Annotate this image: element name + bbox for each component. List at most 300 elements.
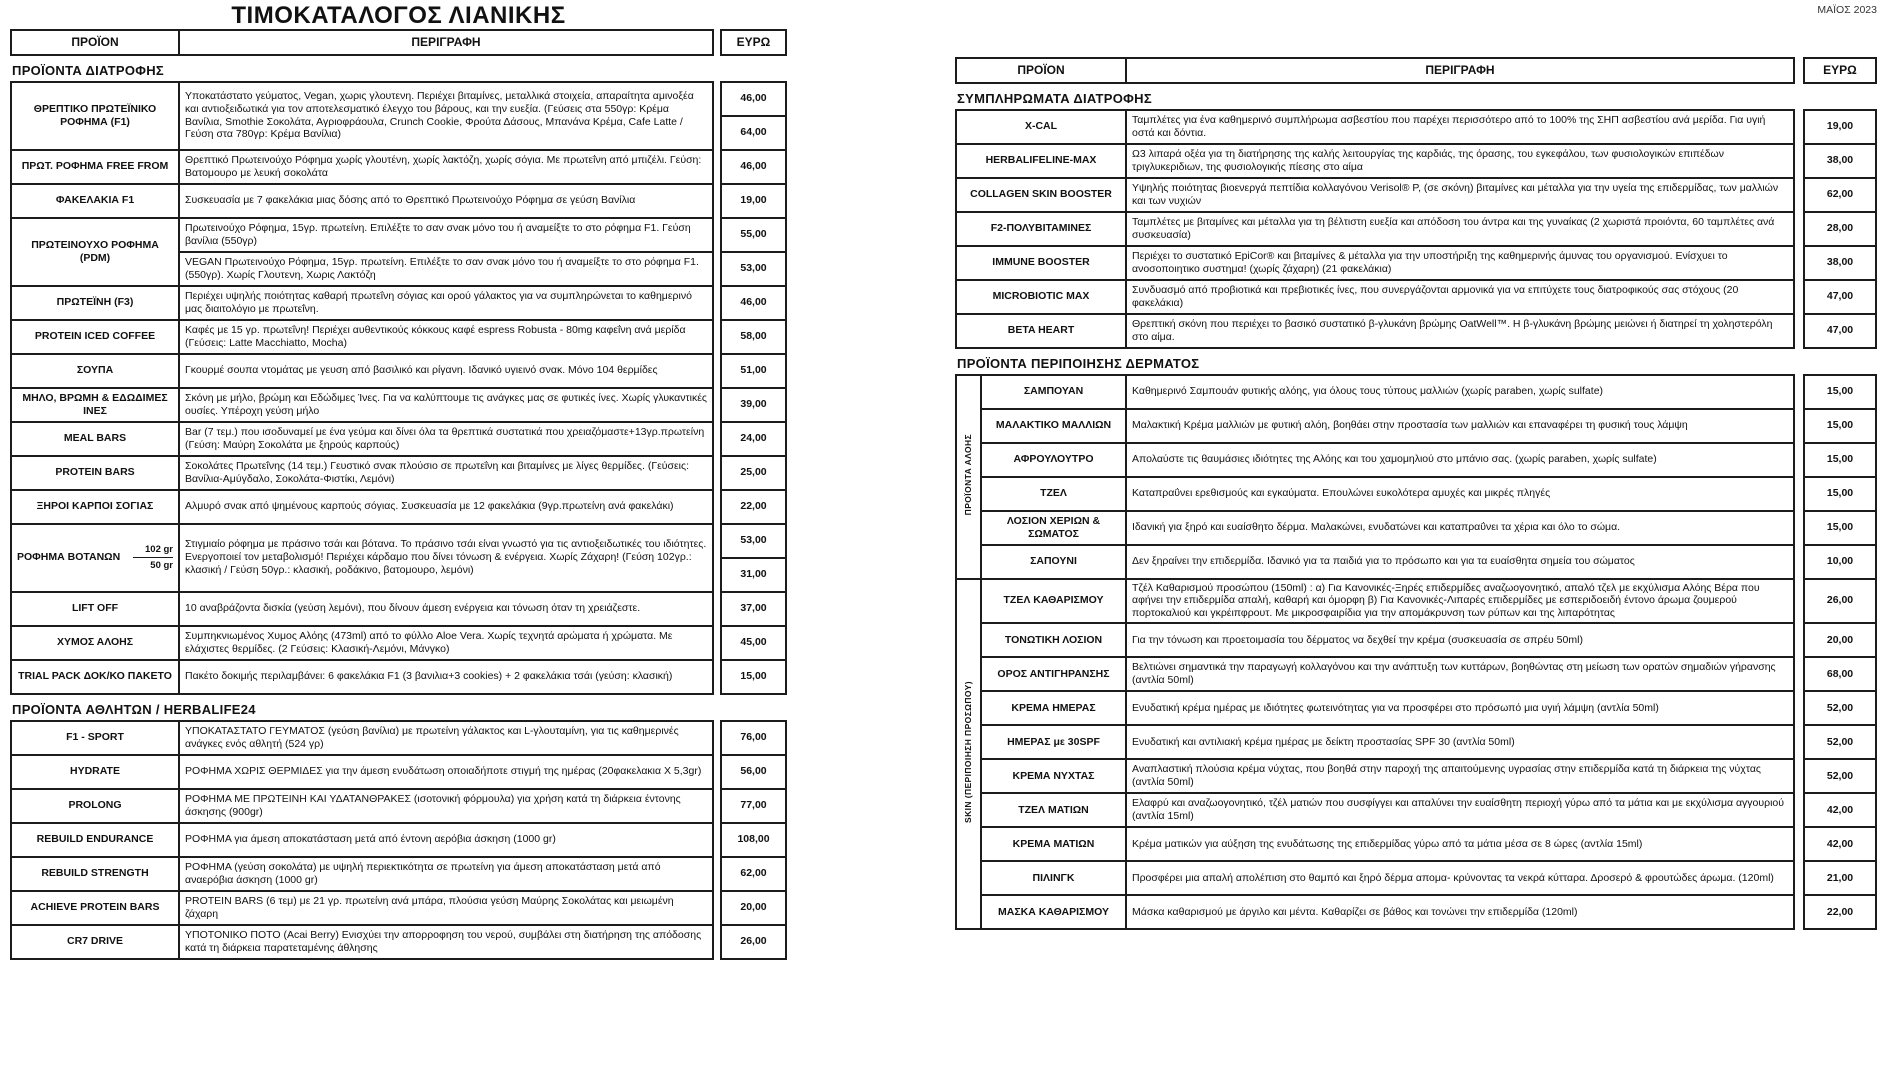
description-cell (179, 456, 713, 490)
price-cell: 46,00 (721, 150, 786, 184)
category-vertical-label (956, 579, 981, 929)
description-cell (1126, 725, 1794, 759)
right-sections (955, 86, 1877, 930)
section-heading: ΠΡΟΪΟΝΤΑ ΔΙΑΤΡΟΦΗΣ (12, 62, 165, 78)
description-text: Στιγμιαίο ρόφημα με πράσινο τσάι και βότανα. Το πράσινο τσάι είναι γνωστό για τις αντιοξειδωτικές του ιδιότητες. Ενεργοποιεί τον μεταβολισμό! Περιέχει κάρδαμο που δίνει τόνωση & ενέργεια. Χωρίς Ζάχαρη! (Γεύση 102γρ.: κλασική / Γεύση 50γρ.: κλασική, ροδάκινο, βατομουρο, λεμόνι) (185, 538, 707, 577)
product-size-notes (129, 544, 173, 572)
description-text: Συμπηκνιωμένος Χυμος Αλόης (473ml) από το φύλλο Aloe Vera. Χωρίς τεχνητά αρώματα ή χρώματα. Με ελάχιστες θερμίδες. (2 Γεύσεις: Κλασική-Λεμόνι, Μάνγκο) (185, 629, 673, 655)
product-cell: ΑΦΡΟΥΛΟΥΤΡΟ (981, 443, 1126, 477)
product-cell: CR7 DRIVE (11, 925, 179, 959)
product-cell (11, 524, 179, 592)
price-cell: 52,00 (1804, 691, 1876, 725)
description-text: Κρέμα ματικών για αύξηση της ενυδάτωσης της επιδερμίδας γύρω από τα μάτια μέσα σε 8 ώρες (αντλία 15ml) (1132, 837, 1643, 850)
price-cell: 58,00 (721, 320, 786, 354)
table-row (956, 623, 1876, 657)
description-cell (1126, 212, 1794, 246)
column-gap (713, 592, 721, 626)
price-cell: 26,00 (1804, 579, 1876, 623)
section-heading: ΠΡΟΪΟΝΤΑ ΠΕΡΙΠΟΙΗΣΗΣ ΔΕΡΜΑΤΟΣ (957, 355, 1200, 371)
description-text: Περιέχει το συστατικό EpiCor® και βιταμίνες & μέταλλα για την υποστήριξη της καθημερινής άμυνας του οργανισμού. Ενίσχυει το ανοσοποιητικο συστημα! (χωρίς ζάχαρη) (21 φακελάκια) (1132, 249, 1728, 275)
table-row (956, 178, 1876, 212)
product-name-with-sizes (17, 544, 173, 572)
price-cell: 38,00 (1804, 246, 1876, 280)
description-cell (179, 150, 713, 184)
column-gap (1794, 579, 1804, 623)
table-row (11, 592, 786, 626)
description-text: Πρωτεινούχο Ρόφημα, 15γρ. πρωτείνη. Επιλέξτε το σαν σνακ μόνο του ή αναμείξτε το στο ρόφημα F1. Γεύση βανίλια (550γρ) (185, 221, 691, 247)
price-cell: 37,00 (721, 592, 786, 626)
price-cell: 15,00 (1804, 375, 1876, 409)
product-cell: PROLONG (11, 789, 179, 823)
description-cell (1126, 827, 1794, 861)
price-cell: 52,00 (1804, 725, 1876, 759)
column-gap (1794, 477, 1804, 511)
description-cell (179, 755, 713, 789)
description-text: ΥΠΟΚΑΤΑΣΤΑΤΟ ΓΕΥΜΑΤΟΣ (γεύση βανίλια) με πρωτείνη γάλακτος και L-γλουταμίνη, για τις καθημερινές ανάγκες ενός αθλητή (524 γρ) (185, 724, 679, 750)
description-text: Τζέλ Καθαρισμού προσώπου (150ml) : α) Για Κανονικές-Ξηρές επιδερμίδες αναζωογονητικό, απαλό τζελ με εκχύλισμα Αλόης Βέρα που αφήνει την επιδερμίδα απαλή, καθαρή και όμορφη β) Για Κανονικές-Λιπαρές επιδερμίδες με εσπεριδοειδή έντονο άρωμα ζουμερού πορτοκαλιού και γκρέιπφρουτ. Με μικροσφαιρίδια για την απομάκρυνση των ρύπων και της λιπαρότητας (1132, 581, 1760, 620)
description-text: Ταμπλέτες με βιταμίνες και μέταλλα για τη βέλτιστη ευεξία και απόδοση του άντρα και της γυναίκας (2 χωριστά προιόντα, 60 ταμπλέτες ανά συσκευασία) (1132, 215, 1775, 241)
description-cell (1126, 314, 1794, 348)
column-gap (713, 626, 721, 660)
table-row (956, 375, 1876, 409)
product-cell: LIFT OFF (11, 592, 179, 626)
description-text: ΥΠΟΤΟΝΙΚΟ ΠΟΤΟ (Acai Berry) Ενισχύει την απορροφηση του νερού, συμβάλει στη διατήρηση της απόδοσης κατά τη διάρκεια παρατεταμένης άθλησης (185, 928, 702, 954)
table-row (956, 579, 1876, 623)
column-gap (1794, 895, 1804, 929)
description-cell (1126, 280, 1794, 314)
column-gap (1794, 657, 1804, 691)
product-cell: ΠΡΩΤΕΙΝΟΥΧΟ ΡΟΦΗΜΑ (PDM) (11, 218, 179, 286)
table-row (11, 626, 786, 660)
column-gap (1794, 545, 1804, 579)
description-cell (179, 789, 713, 823)
description-text: Για την τόνωση και προετοιμασία του δέρματος να δεχθεί την κρέμα (συσκευασία σε σπρέυ 50ml) (1132, 633, 1583, 646)
column-gap (1794, 511, 1804, 545)
column-gap (1794, 144, 1804, 178)
description-column-header: ΠΕΡΙΓΡΑΦΗ (179, 30, 713, 55)
table-row (956, 246, 1876, 280)
description-cell (179, 592, 713, 626)
description-cell (1126, 793, 1794, 827)
table-row (11, 857, 786, 891)
description-cell (179, 823, 713, 857)
price-cell: 51,00 (721, 354, 786, 388)
product-cell: MICROBIOTIC MAX (956, 280, 1126, 314)
table-row (956, 725, 1876, 759)
column-gap (713, 82, 721, 150)
description-text: Πακέτο δοκιμής περιλαμβάνει: 6 φακελάκια F1 (3 βανιλια+3 cookies) + 2 φακελάκια τσάι (γεύση: κλασική) (185, 670, 673, 683)
catalog-table (10, 720, 787, 960)
description-cell (179, 925, 713, 959)
column-gap (1794, 375, 1804, 409)
table-row (956, 144, 1876, 178)
right-catalog-column (955, 57, 1877, 932)
price-cell: 46,00 (721, 286, 786, 320)
price-cell: 46,00 (721, 82, 786, 116)
product-cell: PROTEIN BARS (11, 456, 179, 490)
column-gap (1794, 443, 1804, 477)
description-text: Καταπραΰνει ερεθισμούς και εγκαύματα. Επουλώνει ευκολότερα αμυχές και μικρές πληγές (1132, 487, 1551, 500)
table-row (11, 524, 786, 558)
price-cell: 31,00 (721, 558, 786, 592)
section-heading: ΣΥΜΠΛΗΡΩΜΑΤΑ ΔΙΑΤΡΟΦΗΣ (957, 90, 1152, 106)
price-cell: 28,00 (1804, 212, 1876, 246)
description-cell (179, 422, 713, 456)
table-row (11, 184, 786, 218)
price-cell: 39,00 (721, 388, 786, 422)
table-row (11, 789, 786, 823)
description-text: Ω3 λιπαρά οξέα για τη διατήρησης της καλής λειτουργίας της καρδιάς, της όρασης, του εγκεφάλου, των φυσιολογικών επιπέδων τριγλυκεριδιων, της φυσιολογικής πίεσης στο αίμα (1132, 147, 1724, 173)
column-gap (1794, 827, 1804, 861)
column-gap (713, 354, 721, 388)
description-cell (179, 286, 713, 320)
description-text: Ταμπλέτες για ένα καθημερινό συμπλήρωμα ασβεστίου που παρέχει περισσότερο από το 100% της ΣΗΠ ασβεστίου ανά μερίδα. Για υγιή οστά και δόντια. (1132, 113, 1766, 139)
description-text: ΡΟΦΗΜΑ (γεύση σοκολάτα) με υψηλή περιεκτικότητα σε πρωτείνη για άμεση αποκατάσταση μετά από αναερόβια άσκηση (1000 gr) (185, 860, 661, 886)
product-cell: ΧΥΜΟΣ ΑΛΟΗΣ (11, 626, 179, 660)
table-row (11, 925, 786, 959)
description-text: Ιδανική για ξηρό και ευαίσθητο δέρμα. Μαλακώνει, ενυδατώνει και καταπραΰνει τα χέρια και όλο το σώμα. (1132, 521, 1621, 534)
table-row (956, 545, 1876, 579)
price-cell: 47,00 (1804, 314, 1876, 348)
product-cell: ΣΟΥΠΑ (11, 354, 179, 388)
description-cell (179, 82, 713, 150)
table-row (11, 891, 786, 925)
category-label-text: SKIN (ΠΕΡΙΠΟΙΗΣΗ ΠΡΟΣΩΠΟΥ) (963, 680, 974, 823)
product-name: ΡΟΦΗΜΑ ΒΟΤΑΝΩΝ (17, 551, 121, 564)
description-text: Ενυδατική και αντιλιακή κρέμα ημέρας με δείκτη προστασίας SPF 30 (αντλία 50ml) (1132, 735, 1515, 748)
description-text: Γκουρμέ σουπα ντομάτας με γευση από βασιλικό και ρίγανη. Ιδανικό υγιεινό σνακ. Μόνο 104 θερμίδες (185, 364, 658, 377)
catalog-table (955, 374, 1877, 930)
product-cell: ΞΗΡΟΙ ΚΑΡΠΟΙ ΣΟΓΙΑΣ (11, 490, 179, 524)
date-label: ΜΑΪΟΣ 2023 (1817, 4, 1877, 16)
column-gap (1794, 409, 1804, 443)
description-cell (1126, 178, 1794, 212)
table-row (11, 320, 786, 354)
column-gap (1794, 58, 1804, 83)
column-gap (713, 456, 721, 490)
column-gap (713, 422, 721, 456)
description-text: Αλμυρό σνακ από ψημένους καρπούς σόγιας. Συσκευασία με 12 φακελάκια (9γρ.πρωτείνη ανά φακελάκι) (185, 500, 674, 513)
description-cell (1126, 110, 1794, 144)
description-cell (179, 184, 713, 218)
catalog-table (10, 81, 787, 695)
table-row (11, 490, 786, 524)
table-row (956, 477, 1876, 511)
description-cell (179, 218, 713, 252)
price-cell: 77,00 (721, 789, 786, 823)
table-row (956, 793, 1876, 827)
table-row (956, 212, 1876, 246)
product-cell: ΤΖΕΛ ΚΑΘΑΡΙΣΜΟΥ (981, 579, 1126, 623)
price-cell: 62,00 (1804, 178, 1876, 212)
column-gap (713, 660, 721, 694)
table-row (11, 388, 786, 422)
description-text: VEGAN Πρωτεινούχο Ρόφημα, 15γρ. πρωτείνη. Επιλέξτε το σαν σνακ μόνο του ή αναμείξτε το στο ρόφημα F1. (550γρ). Χωρίς Γλουτενη, Χωρις Λακτόζη (185, 255, 699, 281)
left-sections (10, 58, 787, 960)
table-row (956, 759, 1876, 793)
description-cell (1126, 895, 1794, 929)
column-gap (713, 823, 721, 857)
price-cell: 76,00 (721, 721, 786, 755)
description-cell (1126, 861, 1794, 895)
description-cell (1126, 691, 1794, 725)
description-text: Περιέχει υψηλής ποιότητας καθαρή πρωτεΐνη σόγιας και ορού γάλακτος για να συμπληρώνεται το καθημερινό μας διαιτολόγιο με πρωτεΐνη. (185, 289, 692, 315)
product-cell: TRIAL PACK ΔΟΚ/ΚΟ ΠΑΚΕΤΟ (11, 660, 179, 694)
description-cell (179, 490, 713, 524)
table-row (956, 314, 1876, 348)
product-column-header: ΠΡΟΪΟΝ (956, 58, 1126, 83)
column-gap (713, 789, 721, 823)
product-cell: ΗΜΕΡΑΣ με 30SPF (981, 725, 1126, 759)
price-cell: 21,00 (1804, 861, 1876, 895)
description-cell (179, 857, 713, 891)
product-cell: ΣΑΜΠΟΥΑΝ (981, 375, 1126, 409)
column-gap (1794, 691, 1804, 725)
description-text: Σκόνη με μήλο, βρώμη και Εδώδιμες Ίνες. Για να καλύπτουμε τις ανάγκες μας σε φυτικές ίνες. Χωρίς γλυκαντικές ουσίες. Υπέροχη γεύση μήλο (185, 391, 707, 417)
column-gap (1794, 861, 1804, 895)
table-row (956, 280, 1876, 314)
column-gap (713, 891, 721, 925)
description-cell (1126, 144, 1794, 178)
price-cell: 64,00 (721, 116, 786, 150)
column-gap (1794, 280, 1804, 314)
product-column-header: ΠΡΟΪΟΝ (11, 30, 179, 55)
description-cell (179, 891, 713, 925)
table-row (956, 827, 1876, 861)
column-gap (1794, 212, 1804, 246)
product-cell: ΠΡΩΤΕΪΝΗ (F3) (11, 286, 179, 320)
column-gap (1794, 759, 1804, 793)
table-row (956, 691, 1876, 725)
price-cell: 22,00 (1804, 895, 1876, 929)
product-cell: PROTEIN ICED COFFEE (11, 320, 179, 354)
description-cell (179, 354, 713, 388)
column-gap (1794, 725, 1804, 759)
price-cell: 15,00 (1804, 511, 1876, 545)
description-cell (179, 252, 713, 286)
description-text: ΡΟΦΗΜΑ ΧΩΡΙΣ ΘΕΡΜΙΔΕΣ για την άμεση ενυδάτωση οποιαδήποτε στιγμή της ημέρας (20φακελακια Χ 5,3gr) (185, 765, 702, 778)
description-text: Σοκολάτες Πρωτεΐνης (14 τεμ.) Γευστικό σνακ πλούσιο σε πρωτεΐνη και βιταμίνες με λίγες θερμίδες. (Γεύσεις: Βανίλια-Αμύγδαλο, Σοκολάτα-Φιστίκι, Λεμόνι) (185, 459, 689, 485)
left-catalog-column (10, 29, 787, 962)
category-vertical-label (956, 375, 981, 579)
product-cell: ΤΖΕΛ (981, 477, 1126, 511)
description-cell (1126, 623, 1794, 657)
table-row (11, 218, 786, 252)
description-text: Αναπλαστική πλούσια κρέμα νύχτας, που βοηθά στην παροχή της απαιτούμενης υγρασίας στην επιδερμίδα κατά τη διάρκεια της νύχτας (αντλία 50ml) (1132, 763, 1761, 789)
description-text: Καφές με 15 γρ. πρωτεΐνη! Περιέχει αυθεντικούς κόκκους καφέ espress Robusta - 80mg καφεΐνη ανά μερίδα (Γεύσεις: Latte Macchiatto, Mocha) (185, 323, 686, 349)
table-header-row (11, 30, 786, 55)
left-column-header (10, 29, 787, 56)
description-cell (179, 721, 713, 755)
price-cell: 47,00 (1804, 280, 1876, 314)
price-cell: 56,00 (721, 755, 786, 789)
column-gap (713, 286, 721, 320)
description-cell (179, 660, 713, 694)
product-cell: X-CAL (956, 110, 1126, 144)
product-cell: ΘΡΕΠΤΙΚΟ ΠΡΩΤΕΪΝΙΚΟ ΡΟΦΗΜΑ (F1) (11, 82, 179, 150)
table-row (11, 456, 786, 490)
product-cell: ΚΡΕΜΑ ΝΥΧΤΑΣ (981, 759, 1126, 793)
price-cell: 15,00 (721, 660, 786, 694)
description-text: Δεν ξηραίνει την επιδερμίδα. Ιδανικό για τα παιδιά για το πρόσωπο και για τα ευαίσθητα σημεία του σώματος (1132, 555, 1635, 568)
description-text: Καθημερινό Σαμπουάν φυτικής αλόης, για όλους τους τύπους μαλλιών (χωρίς paraben, χωρίς sulfate) (1132, 385, 1604, 398)
description-text: Ενυδατική κρέμα ημέρας με ιδιότητες φωτεινότητας για να προσφέρει στο πρόσωπό μια υγιή λάμψη (αντλία 50ml) (1132, 701, 1659, 714)
price-cell: 15,00 (1804, 477, 1876, 511)
price-cell: 52,00 (1804, 759, 1876, 793)
price-cell: 19,00 (721, 184, 786, 218)
price-cell: 26,00 (721, 925, 786, 959)
catalog-table (955, 109, 1877, 349)
description-cell (1126, 409, 1794, 443)
price-cell: 25,00 (721, 456, 786, 490)
product-cell: ΜΗΛΟ, ΒΡΩΜΗ & ΕΔΩΔΙΜΕΣ ΙΝΕΣ (11, 388, 179, 422)
column-gap (713, 388, 721, 422)
product-cell: BETA HEART (956, 314, 1126, 348)
product-cell: ΤΖΕΛ ΜΑΤΙΩΝ (981, 793, 1126, 827)
product-cell: F2-ΠΟΛΥΒΙΤΑΜΙΝΕΣ (956, 212, 1126, 246)
price-cell: 53,00 (721, 252, 786, 286)
page-title: ΤΙΜΟΚΑΤΑΛΟΓΟΣ ΛΙΑΝΙΚΗΣ (231, 2, 566, 29)
product-cell: ΦΑΚΕΛΑΚΙΑ F1 (11, 184, 179, 218)
description-text: ΡΟΦΗΜΑ για άμεση αποκατάσταση μετά από έντονη αερόβια άσκηση (1000 gr) (185, 833, 556, 846)
column-gap (713, 857, 721, 891)
price-cell: 15,00 (1804, 443, 1876, 477)
price-cell: 20,00 (721, 891, 786, 925)
price-cell: 42,00 (1804, 827, 1876, 861)
description-text: Συνδυασμό από προβιοτικά και πρεβιοτικές ίνες, που συνεργάζονται αρμονικά για να επιτύχετε τους διατροφικούς σας στόχους (20 φακελάκια) (1132, 283, 1739, 309)
price-cell: 108,00 (721, 823, 786, 857)
section-heading: ΠΡΟΪΟΝΤΑ ΑΘΛΗΤΩΝ / HERBALIFE24 (12, 701, 256, 717)
price-cell: 62,00 (721, 857, 786, 891)
description-text: Υψηλής ποιότητας βιοενεργά πεπτίδια κολλαγόνου Verisol® P, (σε σκόνη) βιταμίνες και μέταλλα για την υγεία της επιδερμίδας, των μαλλιών και των νυχιών (1132, 181, 1779, 207)
size-divider-line (133, 557, 173, 558)
table-row (956, 409, 1876, 443)
column-gap (1794, 623, 1804, 657)
description-cell (1126, 759, 1794, 793)
description-cell (1126, 511, 1794, 545)
column-gap (1794, 314, 1804, 348)
price-cell: 24,00 (721, 422, 786, 456)
table-row (11, 755, 786, 789)
price-cell: 19,00 (1804, 110, 1876, 144)
price-cell: 53,00 (721, 524, 786, 558)
description-cell (179, 320, 713, 354)
column-gap (1794, 246, 1804, 280)
table-row (956, 895, 1876, 929)
description-text: Βελτιώνει σημαντικά την παραγωγή κολλαγόνου και την ανάπτυξη των κυττάρων, βοηθώντας στη μείωση των ορατών σημαδιών γήρανσης (αντλία 50ml) (1132, 661, 1776, 687)
product-cell: F1 - SPORT (11, 721, 179, 755)
category-label-text: ΠΡΟΪΟΝΤΑ ΑΛΟΗΣ (963, 434, 974, 516)
product-cell: ΣΑΠΟΥΝΙ (981, 545, 1126, 579)
product-cell: REBUILD STRENGTH (11, 857, 179, 891)
table-row (11, 82, 786, 116)
description-column-header: ΠΕΡΙΓΡΑΦΗ (1126, 58, 1794, 83)
description-text: Μάσκα καθαρισμού με άργιλο και μέντα. Καθαρίζει σε βάθος και τονώνει την επιδερμίδα (120ml) (1132, 905, 1578, 918)
description-cell (1126, 477, 1794, 511)
description-cell (179, 626, 713, 660)
description-cell (1126, 375, 1794, 409)
description-text: Bar (7 τεμ.) που ισοδυναμεί με ένα γεύμα και δίνει όλα τα θρεπτικά συστατικά που χρειαζόμαστε+13γρ.πρωτείνη (Γεύση: Μαύρη Σοκολάτα με ξηρούς καρπούς) (185, 425, 705, 451)
product-cell: HYDRATE (11, 755, 179, 789)
table-row (11, 150, 786, 184)
column-gap (713, 721, 721, 755)
table-row (11, 354, 786, 388)
product-cell: ΚΡΕΜΑ ΜΑΤΙΩΝ (981, 827, 1126, 861)
price-cell: 15,00 (1804, 409, 1876, 443)
description-text: Απολαύστε τις θαυμάσιες ιδιότητες της Αλόης και του χαμομηλιού στο μπάνιο σας. (χωρίς paraben, χωρίς sulfate) (1132, 453, 1657, 466)
product-cell: ACHIEVE PROTEIN BARS (11, 891, 179, 925)
product-cell: ΠΙΛΙΝΓΚ (981, 861, 1126, 895)
description-text: Θρεπτικό Πρωτεινούχο Ρόφημα χωρίς γλουτένη, χωρίς λακτόζη, χωρίς σόγια. Με πρωτεΐνη από μπιζέλι. Γεύση: Βατομουρο με λευκή σοκολάτα (185, 153, 702, 179)
description-cell (179, 524, 713, 592)
description-cell (1126, 246, 1794, 280)
column-gap (713, 184, 721, 218)
price-cell: 55,00 (721, 218, 786, 252)
column-gap (1794, 793, 1804, 827)
description-cell (179, 388, 713, 422)
description-cell (1126, 657, 1794, 691)
description-text: Θρεπτική σκόνη που περιέχει το βασικό συστατικό β-γλυκάνη βρώμης OatWell™. Η β-γλυκάνη βρώμης μειώνει ή διατηρεί τη χοληστερόλη στο αίμα. (1132, 317, 1773, 343)
column-gap (1794, 110, 1804, 144)
price-cell: 68,00 (1804, 657, 1876, 691)
column-gap (713, 218, 721, 252)
description-text: Ελαφρύ και αναζωογονητικό, τζέλ ματιών που συσφίγγει και απαλύνει την ευαίσθητη περιοχή γύρω από τα μάτια και με εκχύλισμα αγγουριού (αντλία 15ml) (1132, 797, 1785, 823)
column-gap (1794, 178, 1804, 212)
product-cell: ΜΑΣΚΑ ΚΑΘΑΡΙΣΜΟΥ (981, 895, 1126, 929)
description-text: PROTEIN BARS (6 τεμ) με 21 γρ. πρωτείνη ανά μπάρα, πλούσια γεύση Μαύρης Σοκολάτας και μειωμένη ζάχαρη (185, 894, 674, 920)
price-cell: 20,00 (1804, 623, 1876, 657)
right-column-header (955, 57, 1877, 84)
product-cell: ΤΟΝΩΤΙΚΗ ΛΟΣΙΟΝ (981, 623, 1126, 657)
price-column-header: ΕΥΡΩ (1804, 58, 1876, 83)
product-cell: ΠΡΩΤ. ΡΟΦΗΜΑ FREE FROM (11, 150, 179, 184)
product-cell: IMMUNE BOOSTER (956, 246, 1126, 280)
table-row (956, 861, 1876, 895)
product-cell: COLLAGEN SKIN BOOSTER (956, 178, 1126, 212)
description-cell (1126, 443, 1794, 477)
price-cell: 45,00 (721, 626, 786, 660)
description-cell (1126, 545, 1794, 579)
description-text: Συσκευασία με 7 φακελάκια μιας δόσης από το Θρεπτικό Πρωτεινούχο Ρόφημα σε γεύση Βανίλια (185, 194, 636, 207)
product-cell: ΚΡΕΜΑ ΗΜΕΡΑΣ (981, 691, 1126, 725)
table-row (11, 286, 786, 320)
product-cell: MEAL BARS (11, 422, 179, 456)
column-gap (713, 755, 721, 789)
column-gap (713, 320, 721, 354)
product-size-top: 102 gr (145, 543, 173, 555)
product-size-bottom: 50 gr (150, 560, 173, 572)
product-cell: HERBALIFELINE-MAX (956, 144, 1126, 178)
product-cell: ΛΟΣΙΟΝ ΧΕΡΙΩΝ & ΣΩΜΑΤΟΣ (981, 511, 1126, 545)
table-row (11, 422, 786, 456)
table-row (956, 110, 1876, 144)
table-row (956, 443, 1876, 477)
table-row (11, 660, 786, 694)
description-text: 10 αναβράζοντα δισκία (γεύση λεμόνι), που δίνουν άμεση ενέργεια και τόνωση όταν τη χρειάζεστε. (185, 602, 641, 615)
price-cell: 38,00 (1804, 144, 1876, 178)
description-text: Προσφέρει μια απαλή απολέπιση στο θαμπό και ξηρό δέρμα απομα- κρύνοντας τα νεκρά κύτταρα. Δροσερό & φρουτώδες άρωμα. (120ml) (1132, 871, 1774, 884)
description-text: ΡΟΦΗΜΑ ΜΕ ΠΡΩΤΕΙΝΗ ΚΑΙ ΥΔΑΤΑΝΘΡΑΚΕΣ (ισοτονική φόρμουλα) για χρήση κατά τη διάρκεια έντονης άσκησης (900gr) (185, 792, 681, 818)
product-cell: ΜΑΛΑΚΤΙΚΟ ΜΑΛΛΙΩΝ (981, 409, 1126, 443)
table-row (956, 511, 1876, 545)
column-gap (713, 252, 721, 286)
column-gap (713, 490, 721, 524)
price-cell: 10,00 (1804, 545, 1876, 579)
column-gap (713, 925, 721, 959)
column-gap (713, 150, 721, 184)
description-text: Υποκατάστατο γεύματος, Vegan, χωρις γλουτενη. Περιέχει βιταμίνες, μεταλλικά στοιχεία, απαραίτητα αμινοξέα και αντιοξειδωτικά για τον αποτελεσματικό έλεγχο του βάρους, και την ευεξία. (Γεύσεις στα 550γρ: Κρέμα Βανίλια, Smothie Σοκολάτα, Αγριοφράουλα, Crunch Cookie, Φρούτα Δάσους, Μπανάνα Κρέμα, Cafe Latte / Γεύση στα 780γρ: Κρέμα Βανίλια) (185, 90, 694, 141)
column-gap (713, 30, 721, 55)
